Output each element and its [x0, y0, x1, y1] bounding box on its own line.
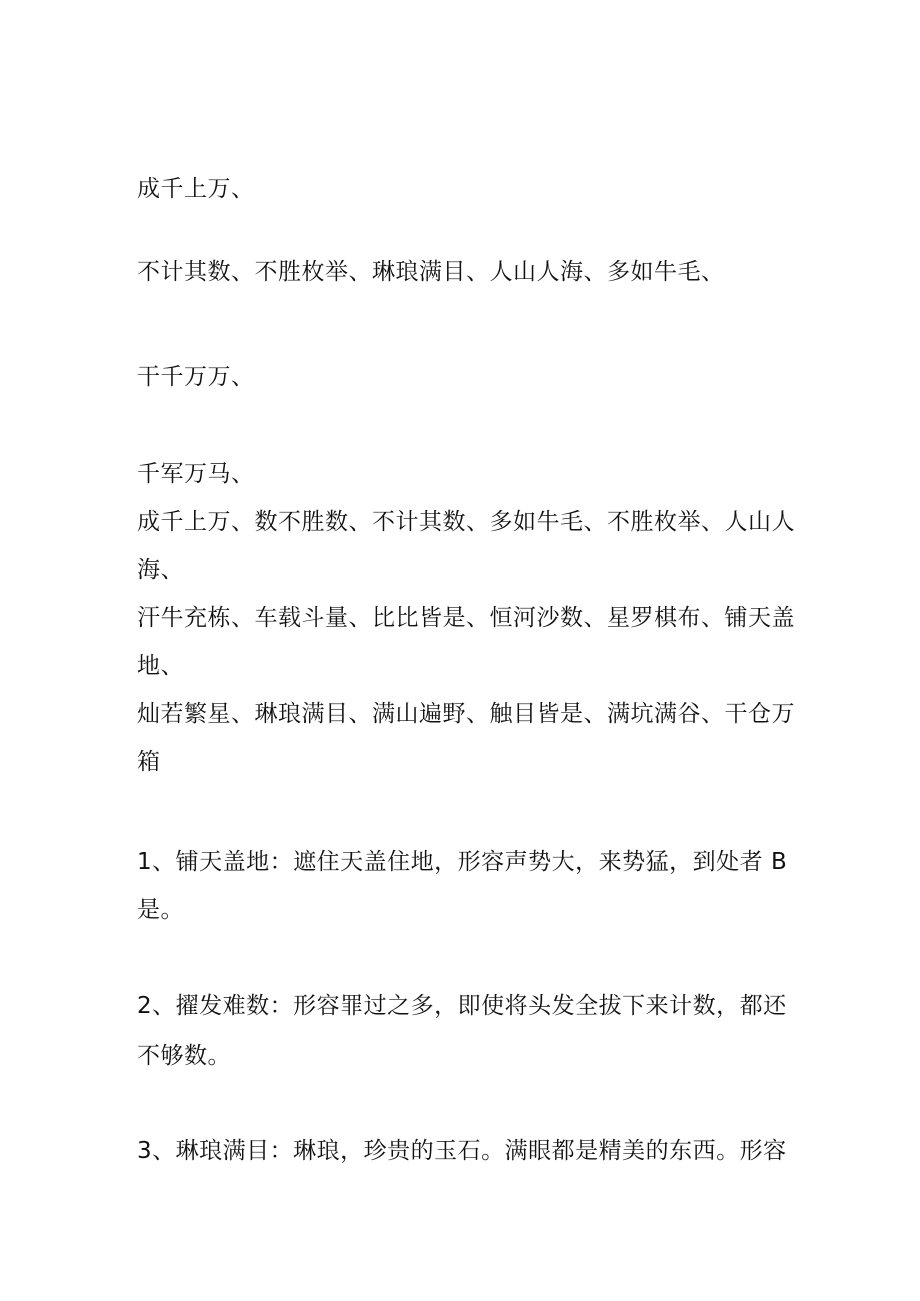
text-line: 海、: [137, 557, 184, 583]
text-line: 汗牛充栋、车载斗量、比比皆是、恒河沙数、星罗棋布、铺天盖: [137, 605, 795, 631]
text-line: 不计其数、不胜枚举、琳琅满目、人山人海、多如牛毛、: [137, 259, 725, 285]
text-line: 干千万万、: [137, 364, 255, 390]
text-line: 1、铺天盖地：遮住天盖住地，形容声势大，来势猛，到处者 B: [137, 849, 788, 875]
text-line: 2、擢发难数：形容罪过之多，即使将头发全拔下来计数，都还: [137, 993, 787, 1019]
text-line: 地、: [137, 653, 184, 679]
text-line: 不够数。: [137, 1043, 231, 1069]
text-line: 灿若繁星、琳琅满目、满山遍野、触目皆是、满坑满谷、干仓万: [137, 701, 795, 727]
text-line: 箱: [137, 749, 161, 775]
text-line: 千军万马、: [137, 461, 255, 487]
text-line: 是。: [137, 897, 184, 923]
text-line: 3、琳琅满目：琳琅，珍贵的玉石。满眼都是精美的东西。形容: [137, 1138, 787, 1164]
text-line: 成千上万、数不胜数、不计其数、多如牛毛、不胜枚举、人山人: [137, 509, 795, 535]
text-line: 成千上万、: [137, 176, 255, 202]
